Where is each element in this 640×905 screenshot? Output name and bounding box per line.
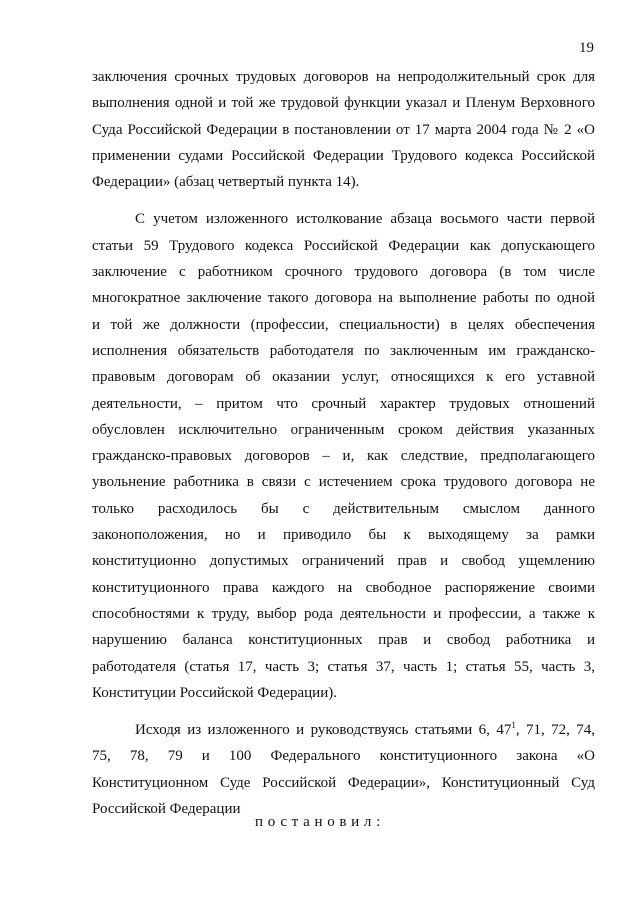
text-line: деятельности, – притом что срочный характер трудовых отношений [92,395,595,412]
text-line: обусловлен исключительно ограниченным сроком действия указанных [92,421,595,438]
text-fragment: , 71, 72, 74, [515,722,596,739]
text-line: законоположения, но и приводило бы к выходящему за рамки [92,527,595,544]
text-line: Конституционном Суде Российской Федерации», Конституционный Суд [92,774,595,791]
text-line: конституционного права каждого на свободное распоряжение своими [92,579,595,596]
text-line: Российской Федерации [92,801,241,818]
text-line: правовым договорам об оказании услуг, относящихся к его уставной [92,369,595,386]
page-number: 19 [579,40,594,56]
resolution-heading: постановил: [255,814,385,830]
text-line: Суда Российской Федерации в постановлении от 17 марта 2004 года № 2 «О [92,121,595,138]
text-line: С учетом изложенного истолкование абзаца восьмого части первой [135,211,595,228]
text-line: конституционно допустимых ограничений прав и свобод ущемлению [92,553,595,570]
text-line: работодателя (статья 17, часть 3; статья 37, часть 1; статья 55, часть 3, [92,658,595,675]
text-line: статьи 59 Трудового кодекса Российской Федерации как допускающего [92,237,595,254]
text-line: нарушению баланса конституционных прав и свобод работника и [92,632,595,649]
text-line: и той же должности (профессии, специальности) в целях обеспечения [92,316,595,333]
paragraph-3 [92,717,595,822]
text-line: увольнение работника в связи с истечением срока трудового договора не [92,474,595,491]
text-line [92,717,595,743]
text-line: применении судами Российской Федерации Трудового кодекса Российской [92,147,595,164]
text-line: заключение с работником срочного трудового договора (в том числе [92,264,595,281]
paragraph-2 [92,206,595,706]
text-line: заключения срочных трудовых договоров на непродолжительный срок для [92,69,595,85]
text-line: многократное заключение такого договора на выполнение работы по одной [92,290,595,307]
text-fragment: Исходя из изложенного и руководствуясь статьями 6, 47 [135,722,512,739]
text-line: гражданско-правовых договоров – и, как следствие, предполагающего [92,448,595,465]
text-line: только расходилось бы с действительным смыслом данного [92,500,595,517]
text-line: способностями к труду, выбор рода деятельности и профессии, а также к [92,605,595,622]
text-line: выполнения одной и той же трудовой функции указал и Пленум Верховного [92,95,595,112]
text-line: Конституции Российской Федерации). [92,684,337,701]
document-body [92,64,595,822]
text-line: исполнения обязательств работодателя по заключенным им гражданско- [92,342,595,359]
paragraph-1 [92,64,595,195]
superscript-number: 1 [511,720,516,731]
text-line: 75, 78, 79 и 100 Федерального конституционного закона «О [92,748,595,765]
text-line: Федерации» (абзац четвертый пункта 14). [92,174,360,191]
